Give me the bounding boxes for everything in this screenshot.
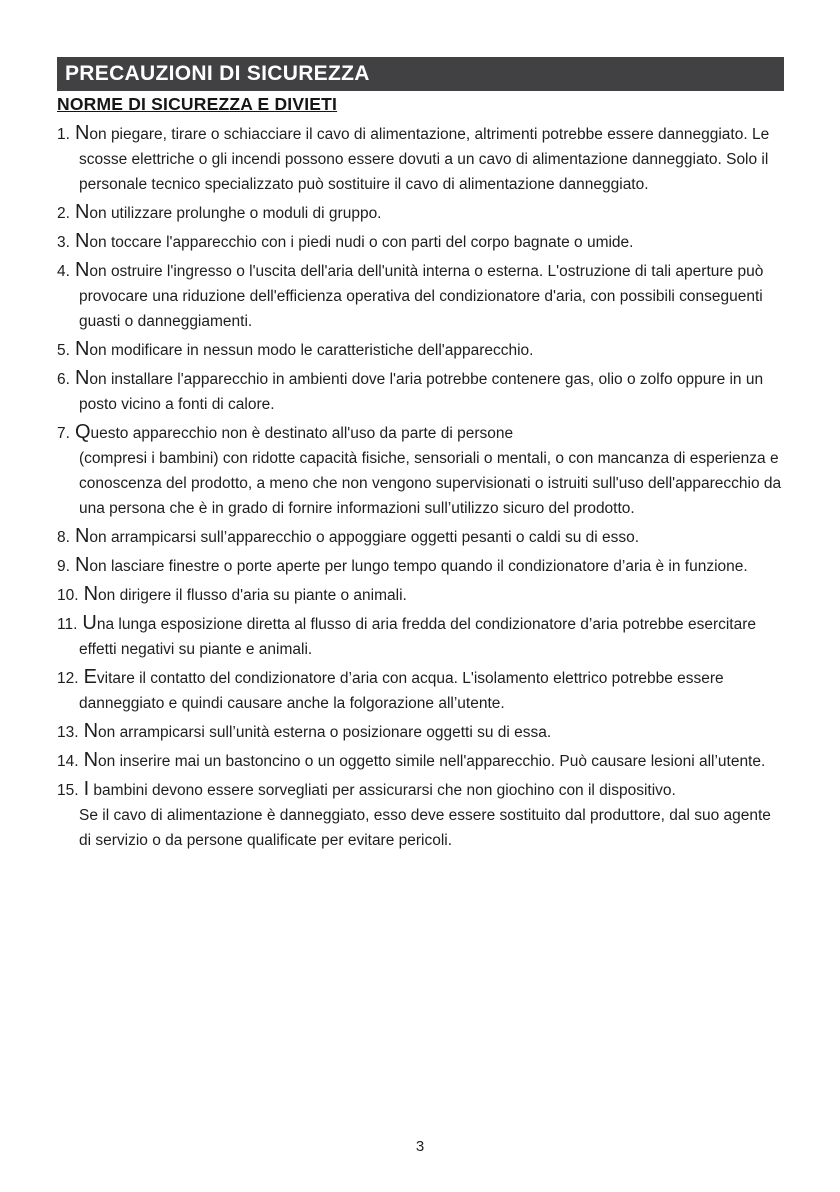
rule-text: on dirigere il flusso d'aria su piante o animali. [98,587,407,604]
rule-text: on modificare in nessun modo le caratteristiche dell'apparecchio. [89,342,534,359]
rule-number: 9. [57,558,70,575]
rule-lead-paragraph [57,122,784,197]
rule-item [57,338,784,363]
rule-initial-cap: N [74,122,90,144]
rule-lead-paragraph [57,666,784,716]
rule-text: vitare il contatto del condizionatore d’aria con acqua. L'isolamento elettrico potrebbe essere danneggiato e quindi causare anche la folgorazione all’utente. [79,670,724,712]
rule-number: 6. [57,371,70,388]
rule-text: on lasciare finestre o porte aperte per lungo tempo quando il condizionatore d’aria è in funzione. [89,558,748,575]
rule-lead-paragraph [57,525,784,550]
section-header-title: PRECAUZIONI DI SICUREZZA [65,62,370,85]
rule-initial-cap: E [83,666,97,688]
rule-lead-paragraph [57,367,784,417]
rule-item [57,612,784,662]
rule-item [57,122,784,197]
rule-number: 3. [57,234,70,251]
rule-initial-cap: Q [74,421,91,443]
rule-lead-paragraph [57,201,784,226]
rule-initial-cap: N [74,338,90,360]
rule-number: 8. [57,529,70,546]
rule-initial-cap: N [74,367,90,389]
rule-text: on arrampicarsi sull’apparecchio o appoggiare oggetti pesanti o caldi su di esso. [89,529,640,546]
rule-text: on utilizzare prolunghe o moduli di gruppo. [89,205,382,222]
rule-item [57,778,784,853]
rule-initial-cap: I [83,778,90,800]
rule-item [57,666,784,716]
rule-text: bambini devono essere sorvegliati per assicurarsi che non giochino con il dispositivo. [89,782,676,799]
rule-initial-cap: N [83,583,99,605]
rule-initial-cap: N [74,525,90,547]
rule-initial-cap: N [83,720,99,742]
rule-initial-cap: N [74,201,90,223]
rule-item [57,201,784,226]
rule-item [57,525,784,550]
rule-text: on piegare, tirare o schiacciare il cavo di alimentazione, altrimenti potrebbe essere danneggiato. Le scosse elettriche o gli incendi possono essere dovuti a un cavo di alimentazione danneggiato. Solo il personale tecnico specializzato può sostituire il cavo di alimentazione danneggiato. [79,126,770,193]
rule-item [57,230,784,255]
rule-lead-paragraph [57,778,784,803]
rule-number: 5. [57,342,70,359]
rule-item [57,259,784,334]
rule-initial-cap: U [82,612,97,634]
rule-item [57,720,784,745]
rule-lead-paragraph [57,338,784,363]
rules-list [57,122,784,853]
rule-initial-cap: N [83,749,99,771]
rule-lead-paragraph [57,583,784,608]
rule-number: 4. [57,263,70,280]
rule-continuation: (compresi i bambini) con ridotte capacità fisiche, sensoriali o mentali, o con mancanza di esperienza e conoscenza del prodotto, a meno che non vengono supervisionati o istruiti sull'uso dell'apparecchio da una persona che è in grado di fornire informazioni sull’utilizzo sicuro del prodotto. [79,450,782,517]
rule-number: 7. [57,425,70,442]
rule-item [57,749,784,774]
rule-lead-paragraph [57,554,784,579]
rule-item [57,554,784,579]
rule-text: na lunga esposizione diretta al flusso di aria fredda del condizionatore d’aria potrebbe esercitare effetti negativi su piante e animali. [79,616,757,658]
rule-lead-paragraph [57,749,784,774]
page-number: 3 [415,1138,425,1155]
rule-lead-paragraph [57,230,784,255]
rule-number: 11. [57,616,78,633]
rule-lead-paragraph [57,720,784,745]
rule-text: on toccare l'apparecchio con i piedi nudi o con parti del corpo bagnate o umide. [89,234,634,251]
rule-text: on arrampicarsi sull’unità esterna o posizionare oggetti su di essa. [98,724,552,741]
rule-text: uesto apparecchio non è destinato all'uso da parte di persone [90,425,514,442]
rule-text: on installare l'apparecchio in ambienti dove l'aria potrebbe contenere gas, olio o zolfo oppure in un posto vicino a fonti di calore. [79,371,764,413]
rule-item [57,583,784,608]
rule-number: 12. [57,670,79,687]
rule-lead-paragraph [57,421,784,446]
rule-initial-cap: N [74,554,90,576]
rule-number: 1. [57,126,70,143]
rule-text: on ostruire l'ingresso o l'uscita dell'aria dell'unità interna o esterna. L'ostruzione di tali aperture può provocare una riduzione dell'efficienza operativa del condizionatore d'aria, con possibili conseguenti guasti o danneggiamenti. [79,263,764,330]
rule-number: 2. [57,205,70,222]
rule-lead-paragraph [57,612,784,662]
rule-continuation: Se il cavo di alimentazione è danneggiato, esso deve essere sostituito dal produttore, dal suo agente di servizio o da persone qualificate per evitare pericoli. [79,807,771,849]
subsection-title: NORME DI SICUREZZA E DIVIETI [57,94,338,114]
rule-initial-cap: N [74,259,90,281]
rule-lead-paragraph [57,259,784,334]
section-header-bar [57,57,784,91]
rule-initial-cap: N [74,230,90,252]
rule-number: 14. [57,753,79,770]
rule-text: on inserire mai un bastoncino o un oggetto simile nell'apparecchio. Può causare lesioni all’utente. [98,753,766,770]
rule-item [57,421,784,521]
rule-number: 15. [57,782,79,799]
rule-number: 10. [57,587,79,604]
rule-number: 13. [57,724,79,741]
rule-item [57,367,784,417]
